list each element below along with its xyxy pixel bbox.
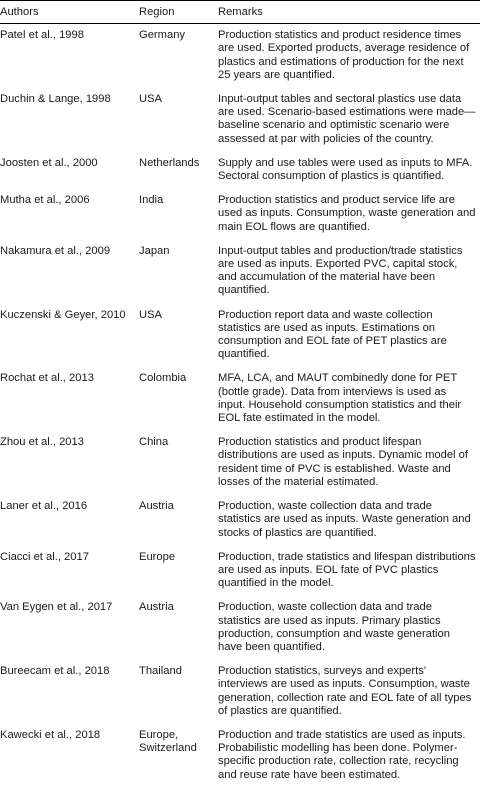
table-row <box>0 367 480 431</box>
authors-cell: Mutha et al., 2006 <box>0 194 90 207</box>
region-cell: Colombia <box>139 372 187 385</box>
region-cell: Japan <box>139 244 170 257</box>
header-authors: Authors <box>0 1 139 24</box>
region-cell: China <box>139 436 169 449</box>
table-row <box>0 495 480 546</box>
table-row <box>0 546 480 597</box>
table-header <box>0 1 480 24</box>
authors-cell: Van Eygen et al., 2017 <box>0 601 113 614</box>
authors-cell: Nakamura et al., 2009 <box>0 244 111 257</box>
remarks-cell: Input-output tables and production/trade statistics are used as inputs. Exported PVC, capital stock, and accumulation of the material have been quantified. <box>218 244 463 297</box>
authors-cell: Bureecam et al., 2018 <box>0 665 110 678</box>
remarks-cell: Production, waste collection data and trade statistics are used as inputs. Waste generation and stocks of plastics are quantified. <box>218 500 471 539</box>
authors-cell: Kawecki et al., 2018 <box>0 728 101 741</box>
table-row <box>0 431 480 495</box>
authors-cell: Duchin & Lange, 1998 <box>0 93 111 106</box>
authors-cell: Rochat et al., 2013 <box>0 372 94 385</box>
authors-cell: Kuczenski & Geyer, 2010 <box>0 308 126 321</box>
remarks-cell: Production, waste collection data and trade statistics are used as inputs. Primary plastics production, consumption and waste generation have been quantified. <box>218 601 450 653</box>
remarks-cell: Production statistics and product lifespan distributions are used as inputs. Dynamic model of resident time of PVC is established. Waste and losses of the material estimated. <box>218 436 468 488</box>
region-cell: USA <box>139 93 163 106</box>
remarks-cell: Supply and use tables were used as inputs to MFA. Sectoral consumption of plastics is quantified. <box>218 156 473 183</box>
table-row <box>0 152 480 189</box>
region-cell: Austria <box>139 500 174 513</box>
remarks-cell: Production and trade statistics are used as inputs. Probabilistic modelling has been done. Polymer-specific production rate, collection rate, recycling and reuse rate have been estimated. <box>218 728 466 781</box>
table-row <box>0 240 480 304</box>
authors-cell: Laner et al., 2016 <box>0 500 88 513</box>
remarks-cell: Production statistics and product residence times are used. Exported products, average residence of plastics and estimations of production for the next 25 years are quantified. <box>218 29 470 81</box>
table-row <box>0 596 480 660</box>
remarks-cell: Production statistics, surveys and experts' interviews are used as inputs. Consumption, waste generation, collection rate and EOL fate of all types of plastics are quantified. <box>218 665 472 717</box>
region-cell: Germany <box>139 29 186 42</box>
table-row <box>0 189 480 240</box>
region-cell: Europe <box>139 550 176 563</box>
table-row <box>0 660 480 724</box>
remarks-cell: Production report data and waste collection statistics are used as inputs. Estimations on consumption and EOL fate of PET plastics are quantified. <box>218 308 447 361</box>
region-cell: Austria <box>139 601 174 614</box>
remarks-cell: Input-output tables and sectoral plastics use data are used. Scenario-based estimations were made—baseline scenario and optimistic scenario were assessed at par with policies of the country. <box>218 93 476 145</box>
table-row <box>0 88 480 152</box>
header-row <box>0 1 480 24</box>
remarks-cell: Production statistics and product service life are used as inputs. Consumption, waste generation and main EOL flows are quantified. <box>218 194 476 233</box>
region-cell: Thailand <box>139 665 182 678</box>
table-body <box>0 24 480 787</box>
region-cell: India <box>139 194 164 207</box>
region-cell: USA <box>139 308 163 321</box>
remarks-cell: Production, trade statistics and lifespan distributions are used as inputs. EOL fate of PVC plastics quantified in the model. <box>218 550 476 590</box>
authors-cell: Patel et al., 1998 <box>0 29 84 42</box>
authors-cell: Zhou et al., 2013 <box>0 436 84 449</box>
header-region: Region <box>139 1 218 24</box>
region-cell: Netherlands <box>139 156 200 169</box>
region-cell: Europe, Switzerland <box>139 728 197 755</box>
authors-cell: Joosten et al., 2000 <box>0 156 98 169</box>
remarks-cell: MFA, LCA, and MAUT combinedly done for PET (bottle grade). Data from interviews is used as input. Household consumption statistics and their EOL fate estimated in the model. <box>218 372 462 425</box>
authors-cell: Ciacci et al., 2017 <box>0 550 89 563</box>
header-remarks: Remarks <box>218 1 480 24</box>
table-row <box>0 724 480 787</box>
table-row <box>0 304 480 368</box>
table-row <box>0 24 480 88</box>
